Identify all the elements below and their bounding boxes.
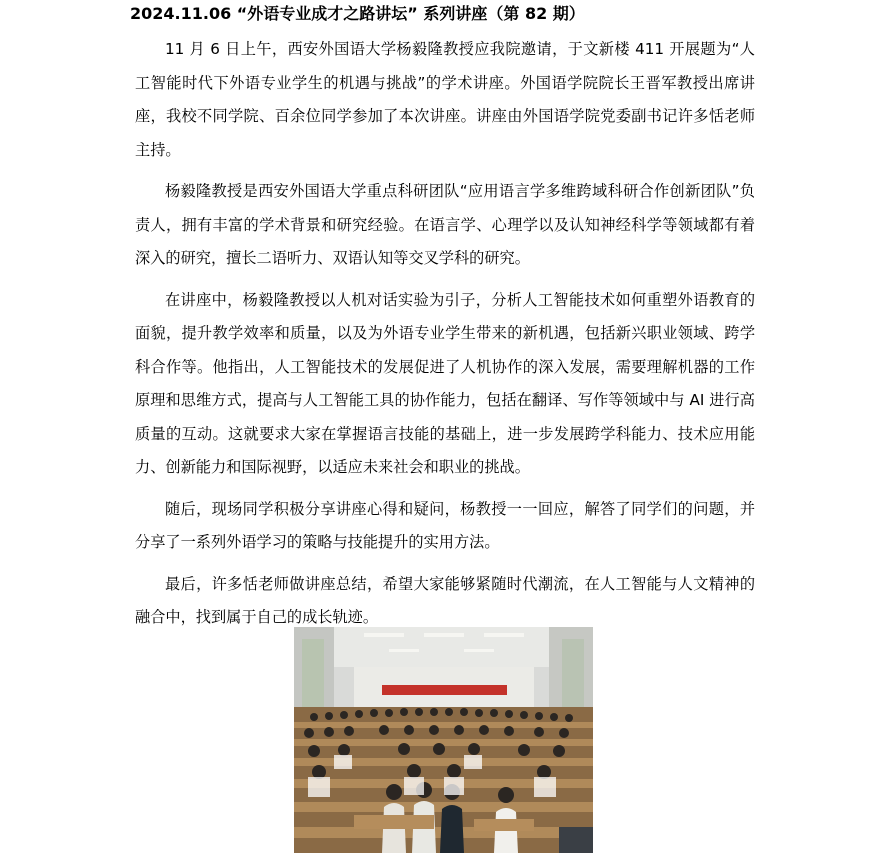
lecture-hall-illustration [294,627,593,853]
article-body [135,33,755,643]
paragraph-lecture-content: 在讲座中，杨毅隆教授以人机对话实验为引子，分析人工智能技术如何重塑外语教育的面貌，提升教学效率和质量，以及为外语专业学生带来的新机遇，包括新兴职业领域、跨学科合作等。他指出，人工智能技术的发展促进了人机协作的深入发展，需要理解机器的工作原理和思维方式，提高与人工智能工具的协作能力，包括在翻译、写作等领域中与 AI 进行高质量的互动。这就要求大家在掌握语言技能的基础上，进一步发展跨学科能力、技术应用能力、创新能力和国际视野，以适应未来社会和职业的挑战。 [135,290,755,476]
paragraph-summary: 最后，许多恬老师做讲座总结，希望大家能够紧随时代潮流，在人工智能与人文精神的融合中，找到属于自己的成长轨迹。 [135,574,755,626]
paragraph-speaker-bio: 杨毅隆教授是西安外国语大学重点科研团队“应用语言学多维跨域科研合作创新团队”负责人，拥有丰富的学术背景和研究经验。在语言学、心理学以及认知神经科学等领域都有着深入的研究，擅长二语听力、双语认知等交叉学科的研究。 [135,182,755,267]
paragraph-discussion: 随后，现场同学积极分享讲座心得和疑问，杨教授一一回应，解答了同学们的问题，并分享了一系列外语学习的策略与技能提升的实用方法。 [135,499,755,551]
paragraph-intro: 11 月 6 日上午，西安外国语大学杨毅隆教授应我院邀请，于文新楼 411 开展题为“人工智能时代下外语专业学生的机遇与挑战”的学术讲座。外国语学院院长王晋军教授出席讲座，我校不同学院、百余位同学参加了本次讲座。讲座由外国语学院党委副书记许多恬老师主持。 [135,40,755,159]
lecture-group-photo [294,627,593,853]
article-title: 2024.11.06 “外语专业成才之路讲坛” 系列讲座（第 82 期） [130,4,585,23]
